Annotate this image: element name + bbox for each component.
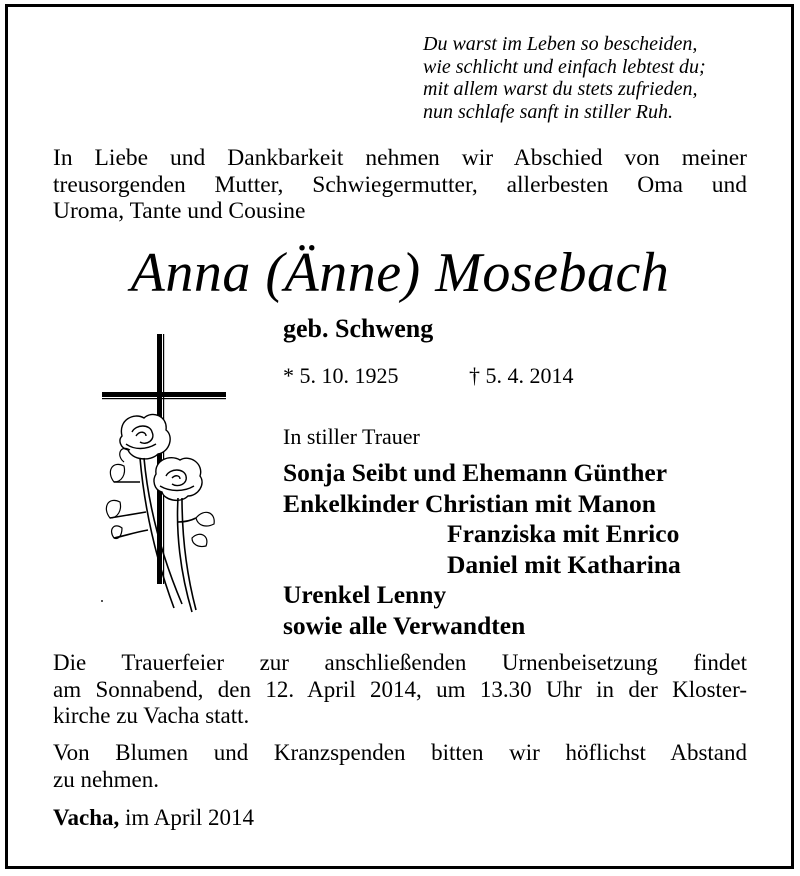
maiden-name: geb. Schweng [283,314,434,343]
intro-line: treusorgenden Mutter, Schwiegermutter, allerbesten Oma und [53,171,747,198]
poem-line: mit allem warst du stets zufrieden, [423,78,698,100]
service-line: Die Trauerfeier zur anschließenden Urnenbeisetzung findet [53,650,747,675]
poem [423,33,783,123]
flowers-request [53,740,747,793]
mourner-line: Sonja Seibt und Ehemann Günther [283,458,668,487]
mourner-line: sowie alle Verwandten [283,610,526,640]
poem-line: nun schlafe sanft in stiller Ruh. [423,100,673,123]
intro-line: Uroma, Tante und Cousine [53,198,306,224]
poem-line: wie schlicht und einfach lebtest du; [423,55,706,78]
mourner-line: Enkelkinder Christian mit Manon [283,488,656,518]
place: Vacha, [53,805,120,830]
mourning-heading: In stiller Trauer [283,424,420,449]
mourner-line: Daniel mit Katharina [447,549,681,579]
intro-text [53,145,747,225]
death-date: † 5. 4. 2014 [469,363,574,388]
mourner-line: Franziska mit Enrico [447,519,680,548]
service-line: am Sonnabend, den 12. April 2014, um 13.30 Uhr in der Kloster- [53,676,747,702]
service-info [53,650,747,730]
cross-with-roses-icon [100,332,230,622]
date: im April 2014 [125,805,255,830]
service-line: kirche zu Vacha statt. [53,703,250,728]
life-dates [283,362,574,390]
mourners-list [283,458,681,641]
poem-line: Du warst im Leben so bescheiden, [423,33,698,55]
intro-line: In Liebe und Dankbarkeit nehmen wir Abschied von meiner [53,145,747,171]
print-speck [101,600,103,602]
place-date [53,805,254,831]
mourner-line: Urenkel Lenny [283,580,447,609]
birth-date: * 5. 10. 1925 [283,363,399,388]
flowers-line: Von Blumen und Kranzspenden bitten wir höflichst Abstand [53,740,747,765]
flowers-line: zu nehmen. [53,766,160,792]
deceased-name: Anna (Änne) Mosebach [130,242,670,304]
